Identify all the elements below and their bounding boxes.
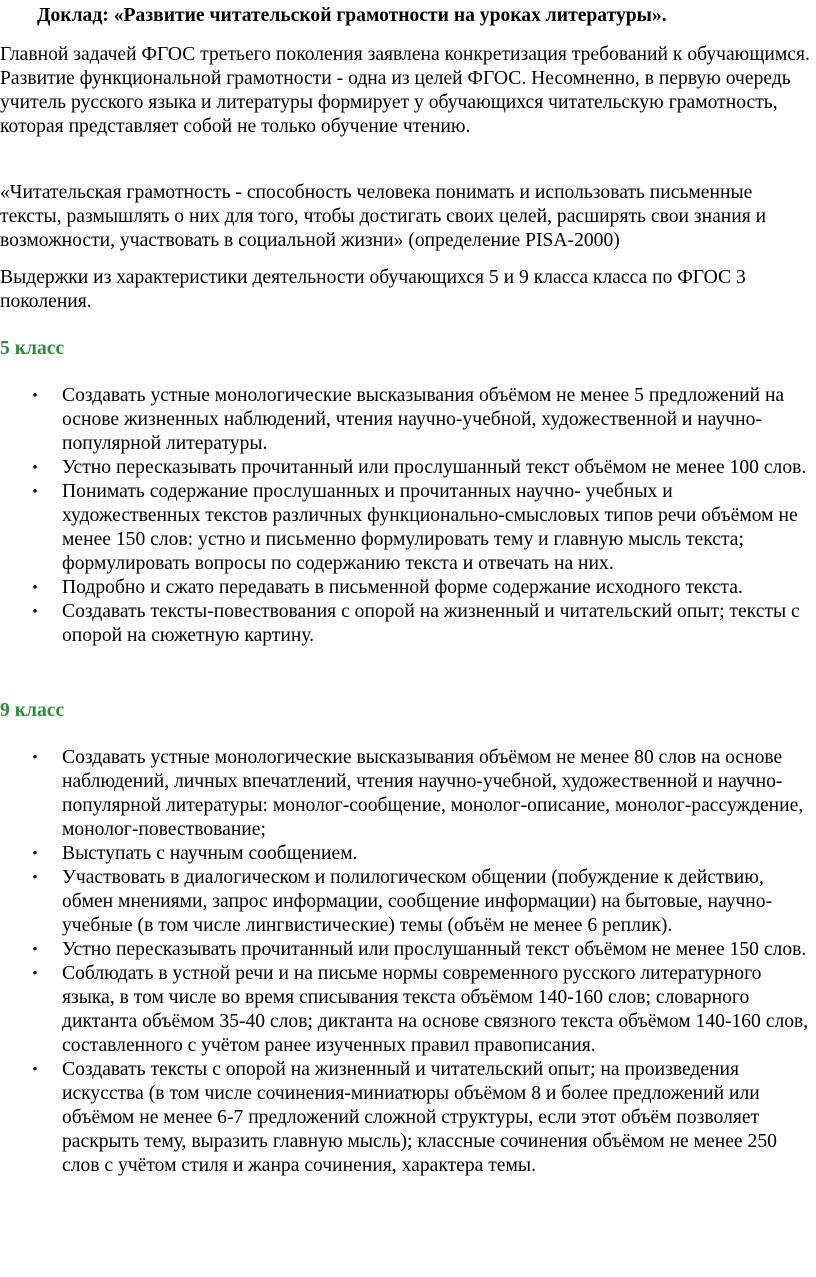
list-item: [0, 746, 816, 842]
bullet-icon: •: [32, 580, 38, 596]
bullet-icon: •: [32, 388, 38, 404]
list-item-text: Устно пересказывать прочитанный или прослушанный текст объёмом не менее 100 слов.: [62, 457, 807, 478]
list-item: [0, 866, 816, 938]
list-item-text: Выступать с научным сообщением.: [62, 843, 358, 864]
list-item-text: Участвовать в диалогическом и полилогическом общении (побуждение к действию, обмен мнениями, запрос информации, сообщение информации) на бытовые, научно-учебные (в том числе лингвистические) темы (объём не менее 6 реплик).: [62, 867, 773, 936]
list-item: [0, 600, 816, 648]
list-item-text: Создавать устные монологические высказывания объёмом не менее 5 предложений на основе жизненных наблюдений, чтения научно-учебной, художественной и научно-популярной литературы.: [62, 385, 785, 454]
bullet-icon: •: [32, 604, 38, 620]
document-title: Доклад: «Развитие читательской грамотности на уроках литературы».: [37, 5, 667, 26]
intro-paragraph: Главной задачей ФГОС третьего поколения заявлена конкретизация требований к обучающимся. Развитие функциональной грамотности - одна из целей ФГОС. Несомненно, в первую очередь учитель русского языка и литературы формирует у обучающихся читательскую грамотность, которая представляет собой не только обучение чтению.: [0, 44, 810, 137]
section-heading-grade-9: 9 класс: [0, 700, 65, 721]
list-item-text: Устно пересказывать прочитанный или прослушанный текст объёмом не менее 150 слов.: [62, 939, 807, 960]
bullet-icon: •: [32, 870, 38, 886]
bullet-icon: •: [32, 1062, 38, 1078]
bullet-icon: •: [32, 966, 38, 982]
list-item-text: Подробно и сжато передавать в письменной форме содержание исходного текста.: [62, 577, 743, 598]
bullet-icon: •: [32, 846, 38, 862]
list-item-text: Понимать содержание прослушанных и прочитанных научно- учебных и художественных текстов различных функционально-смысловых типов речи объёмом не менее 150 слов: устно и письменно формулировать тему и главную мысль текста; формулировать вопросы по содержанию текста и отвечать на них.: [62, 481, 798, 574]
list-item-text: Создавать тексты с опорой на жизненный и читательский опыт; на произведения искусства (в том числе сочинения-миниатюры объёмом 8 и более предложений или объёмом не менее 6-7 предложений сложной структуры, если этот объём позволяет раскрыть тему, выразить главную мысль); классные сочинения объёмом не менее 250 слов с учётом стиля и жанра сочинения, характера темы.: [62, 1059, 777, 1176]
list-item: [0, 480, 816, 576]
list-item: [0, 962, 816, 1058]
excerpt-intro-paragraph: Выдержки из характеристики деятельности обучающихся 5 и 9 класса класса по ФГОС 3 поколения.: [0, 267, 746, 312]
list-item: [0, 1058, 816, 1178]
list-item-text: Создавать тексты-повествования с опорой на жизненный и читательский опыт; тексты с опорой на сюжетную картину.: [62, 601, 800, 646]
requirements-list-grade-5: [0, 384, 816, 648]
requirements-list-grade-9: [0, 746, 816, 1178]
list-item: [0, 842, 816, 866]
bullet-icon: •: [32, 460, 38, 476]
list-item: [0, 456, 816, 480]
section-heading-grade-5: 5 класс: [0, 338, 65, 359]
list-item: [0, 576, 816, 600]
list-item-text: Соблюдать в устной речи и на письме нормы современного русского литературного языка, в том числе во время списывания текста объёмом 140-160 слов; словарного диктанта объёмом 35-40 слов; диктанта на основе связного текста объёмом 140-160 слов, составленного с учётом ранее изученных правил правописания.: [62, 963, 809, 1056]
bullet-icon: •: [32, 484, 38, 500]
bullet-icon: •: [32, 942, 38, 958]
bullet-icon: •: [32, 750, 38, 766]
list-item-text: Создавать устные монологические высказывания объёмом не менее 80 слов на основе наблюдений, личных впечатлений, чтения научно-учебной, художественной и научно-популярной литературы: монолог-сообщение, монолог-описание, монолог-рассуждение, монолог-повествование;: [62, 747, 804, 840]
list-item: [0, 384, 816, 456]
list-item: [0, 938, 816, 962]
definition-paragraph: «Читательская грамотность - способность человека понимать и использовать письменные тексты, размышлять о них для того, чтобы достигать своих целей, расширять свои знания и возможности, участвовать в социальной жизни» (определение PISA-2000): [0, 182, 767, 251]
